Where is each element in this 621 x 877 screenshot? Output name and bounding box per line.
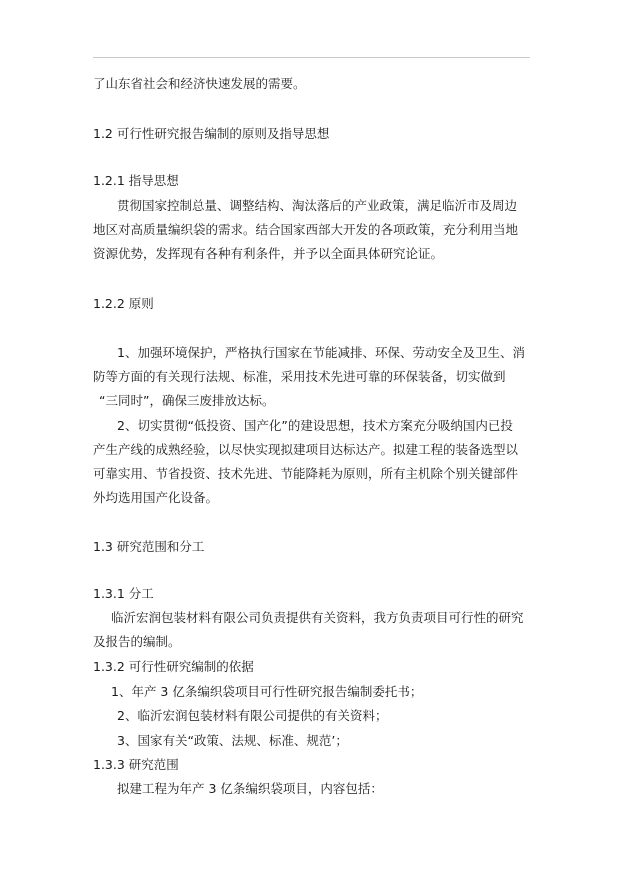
basis-list-item: 1、年产 3 亿条编织袋项目可行性研究报告编制委托书； (111, 684, 423, 699)
basis-list-item: 3、国家有关“政策、法规、标准、规范’； (117, 733, 348, 748)
principle-1-line: 防等方面的有关现行法规、标准，采用技术先进可靠的环保装备，切实做到 (93, 369, 506, 384)
principle-1-line: “三同时”，确保三废排放达标。 (99, 393, 275, 408)
section-heading-1-2-2: 1.2.2 原则 (93, 296, 154, 311)
guiding-paragraph-line: 资源优势，发挥现有各种有利条件，并予以全面具体研究论证。 (93, 246, 444, 261)
section-heading-1-3-2: 1.3.2 可行性研究编制的依据 (93, 659, 254, 674)
section-heading-1-3: 1.3 研究范围和分工 (93, 539, 205, 554)
continuation-line: 了山东省社会和经济快速发展的需要。 (93, 76, 306, 91)
section-heading-1-3-3: 1.3.3 研究范围 (93, 757, 179, 772)
principle-2-line: 外均选用国产化设备。 (93, 490, 219, 505)
principle-2-line: 产生产线的成熟经验，以尽快实现拟建项目达标达产。拟建工程的装备选型以 (93, 442, 519, 457)
guiding-paragraph-line: 地区对高质量编织袋的需求。结合国家西部大开发的各项政策，充分利用当地 (93, 222, 519, 237)
scope-paragraph-line: 拟建工程为年产 3 亿条编织袋项目，内容包括： (117, 781, 383, 796)
guiding-paragraph-line: 贯彻国家控制总量、调整结构、淘汰落后的产业政策，满足临沂市及周边 (117, 198, 518, 213)
basis-list-item: 2、临沂宏润包装材料有限公司提供的有关资料； (117, 708, 388, 723)
principle-2-line: 2、切实贯彻“低投资、国产化”的建设思想，技术方案充分吸纳国内已投 (117, 418, 513, 433)
section-heading-1-3-1: 1.3.1 分工 (93, 586, 154, 601)
section-heading-1-2-1: 1.2.1 指导思想 (93, 173, 179, 188)
division-paragraph-line: 临沂宏润包装材料有限公司负责提供有关资料，我方负责项目可行性的研究 (111, 610, 524, 625)
principle-2-line: 可靠实用、节省投资、技术先进、节能降耗为原则，所有主机除个别关键部件 (93, 466, 519, 481)
section-heading-1-2: 1.2 可行性研究报告编制的原则及指导思想 (93, 126, 330, 141)
header-rule (93, 57, 530, 58)
principle-1-line: 1、加强环境保护，严格执行国家在节能减排、环保、劳动安全及卫生、消 (117, 345, 525, 360)
division-paragraph-line: 及报告的编制。 (93, 634, 181, 649)
